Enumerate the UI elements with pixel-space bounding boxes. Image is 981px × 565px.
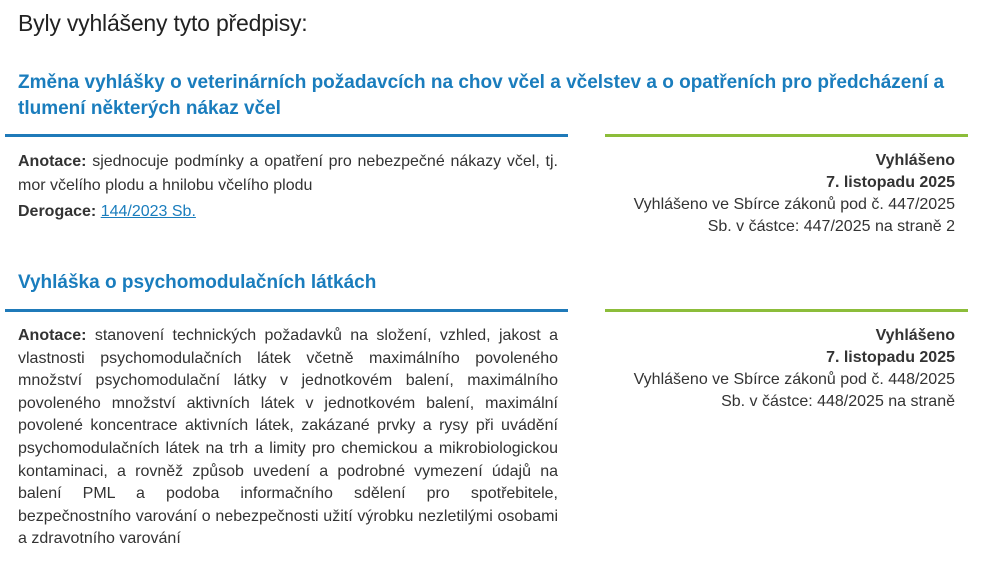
publication-date: 7. listopadu 2025	[826, 349, 955, 366]
annotation	[18, 150, 558, 198]
item-title-link[interactable]: Změna vyhlášky o veterinárních požadavcích na chov včel a včelstev a o opatřeních pro předcházení a tlumení některých nákaz včel	[18, 72, 945, 119]
item-title[interactable]	[18, 270, 968, 296]
annotation	[18, 325, 558, 551]
publication-info	[610, 150, 955, 238]
page-heading: Byly vyhlášeny tyto předpisy:	[18, 10, 308, 36]
annotation-label: Anotace:	[18, 327, 87, 344]
derogation	[18, 200, 558, 224]
publication-date: 7. listopadu 2025	[826, 174, 955, 191]
divider-left	[5, 309, 568, 312]
published-in: Vyhlášeno ve Sbírce zákonů pod č. 448/2025	[633, 371, 955, 388]
status-label: Vyhlášeno	[875, 327, 955, 344]
annotation-label: Anotace:	[18, 153, 87, 170]
item-title[interactable]	[18, 70, 968, 122]
status-label: Vyhlášeno	[875, 152, 955, 169]
published-in: Vyhlášeno ve Sbírce zákonů pod č. 447/2025	[633, 196, 955, 213]
item-details	[18, 325, 558, 551]
derogation-label: Derogace:	[18, 203, 97, 220]
item-title-link[interactable]: Vyhláška o psychomodulačních látkách	[18, 272, 377, 293]
divider-right	[605, 134, 968, 137]
divider-left	[5, 134, 568, 137]
divider-right	[605, 309, 968, 312]
collection-part: Sb. v částce: 448/2025 na straně	[721, 393, 955, 410]
item-details	[18, 150, 558, 224]
collection-part: Sb. v částce: 447/2025 na straně 2	[707, 218, 955, 235]
annotation-text: stanovení technických požadavků na složení, vzhled, jakost a vlastnosti psychomodulačních látek včetně maximálního povoleného množství psychomodulační látky v jednotkovém balení, maximálního povoleného množství aktivních látek v jednotkovém balení, maximální povolené koncentrace aktivních látek, zakázané prvky a rysy při uvádění psychomodulačních látek na trh a limity pro chemickou a mikrobiologickou kontaminaci, a rovněž způsob uvedení a podrobné vymezení údajů na balení PML a podoba informačního sdělení pro spotřebitele, bezpečnostního varování o nebezpečnosti užití výrobku nezletilými osobami a zdravotního varování	[18, 327, 558, 548]
annotation-text: sjednocuje podmínky a opatření pro nebezpečné nákazy včel, tj. mor včelího plodu a hnilobu včelího plodu	[18, 153, 558, 194]
derogation-link[interactable]: 144/2023 Sb.	[100, 203, 196, 220]
publication-info	[610, 325, 955, 413]
